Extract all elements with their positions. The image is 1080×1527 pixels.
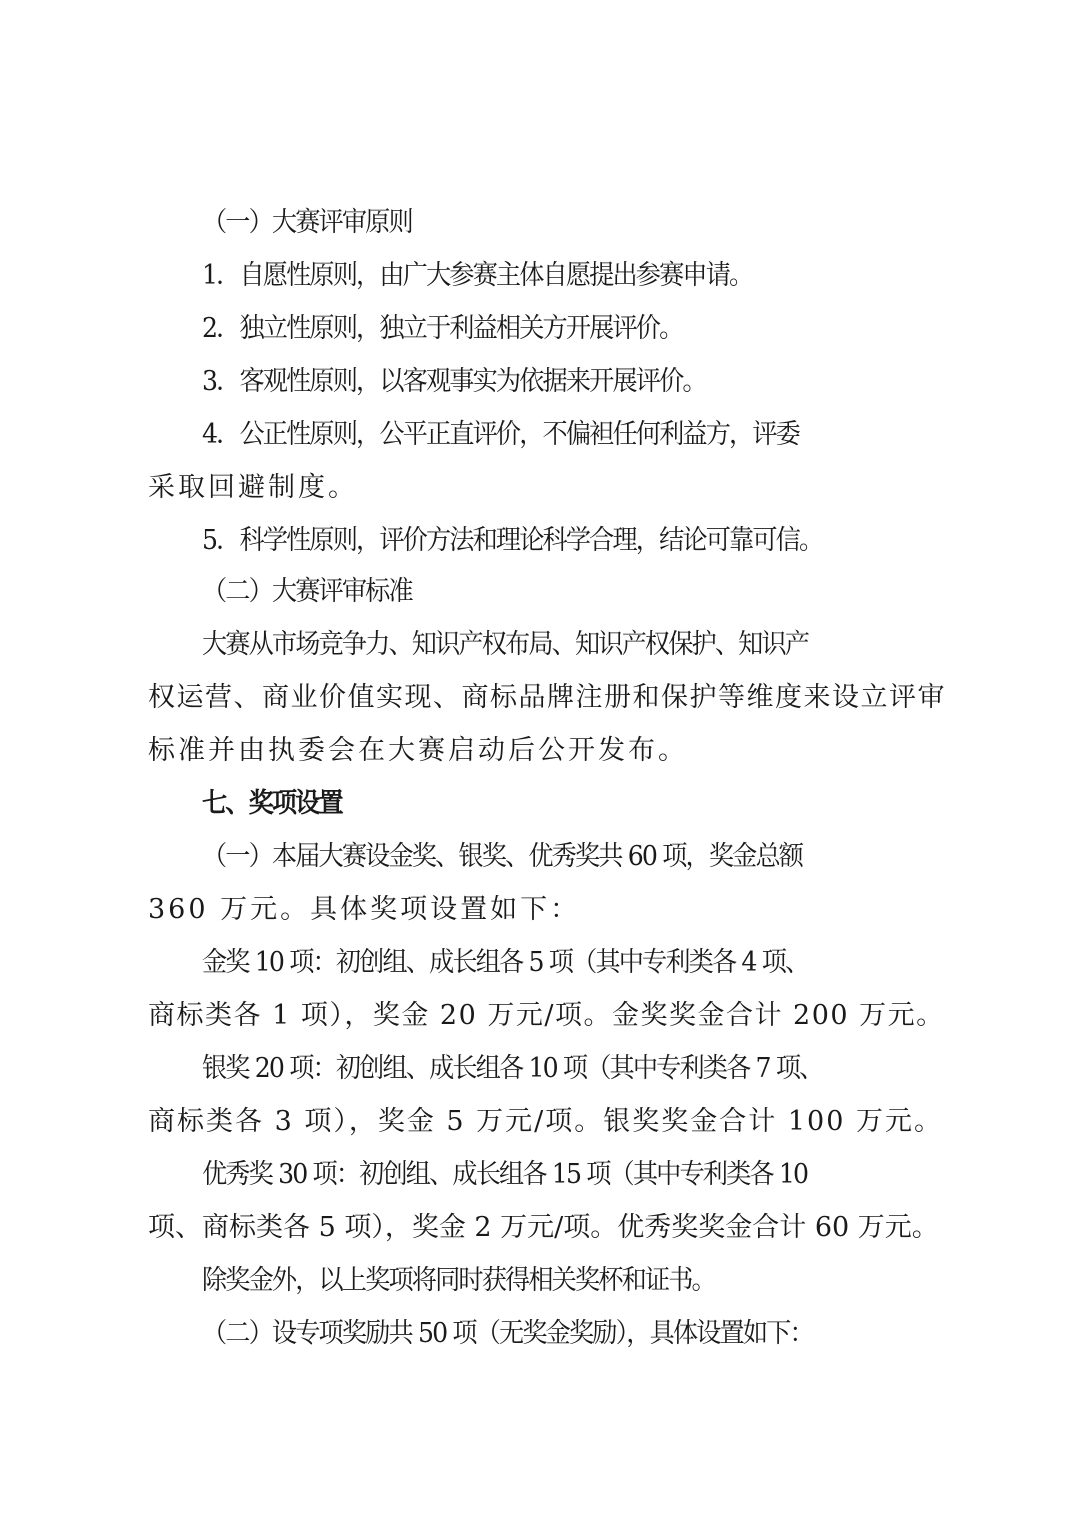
trophy-certificate-line: 除奖金外，以上奖项将同时获得相关奖杯和证书。 xyxy=(202,1265,715,1296)
gold-award-line-continued: 商标类各 1 项），奖金 20 万元/项。金奖奖金合计 200 万元。 xyxy=(148,1000,945,1031)
principle-item-2: 2．独立性原则，独立于利益相关方开展评价。 xyxy=(202,313,683,344)
silver-award-line-continued: 商标类各 3 项），奖金 5 万元/项。银奖奖金合计 100 万元。 xyxy=(148,1106,943,1137)
excellence-award-line: 优秀奖 30 项：初创组、成长组各 15 项（其中专利类各 10 xyxy=(202,1159,808,1190)
principle-item-3: 3．客观性原则，以客观事实为依据来开展评价。 xyxy=(202,366,706,397)
gold-award-line: 金奖 10 项：初创组、成长组各 5 项（其中专利类各 4 项、 xyxy=(202,947,809,978)
excellence-award-line-continued: 项、商标类各 5 项），奖金 2 万元/项。优秀奖奖金合计 60 万元。 xyxy=(148,1212,939,1243)
special-awards-line: （二）设专项奖励共 50 项（无奖金奖励），具体设置如下： xyxy=(202,1318,813,1349)
principle-item-4-continued: 采取回避制度。 xyxy=(148,472,358,503)
section-heading-awards: 七、奖项设置 xyxy=(202,788,342,819)
silver-award-line: 银奖 20 项：初创组、成长组各 10 项（其中专利类各 7 项、 xyxy=(202,1053,823,1084)
principle-item-5: 5．科学性原则，评价方法和理论科学合理，结论可靠可信。 xyxy=(202,525,823,556)
standards-paragraph-line: 标准并由执委会在大赛启动后公开发布。 xyxy=(148,735,688,766)
awards-paragraph-line: （一）本届大赛设金奖、银奖、优秀奖共 60 项，奖金总额 xyxy=(202,841,803,872)
section-heading-review-standards: （二）大赛评审标准 xyxy=(202,576,412,607)
principle-item-4: 4．公正性原则，公平正直评价，不偏袒任何利益方，评委 xyxy=(202,419,799,450)
standards-paragraph-line: 权运营、商业价值实现、商标品牌注册和保护等维度来设立评审 xyxy=(148,682,946,713)
awards-paragraph-line: 360 万元。具体奖项设置如下： xyxy=(148,894,581,925)
standards-paragraph-line: 大赛从市场竞争力、知识产权布局、知识产权保护、知识产 xyxy=(202,629,809,660)
section-heading-review-principles: （一）大赛评审原则 xyxy=(202,207,412,238)
principle-item-1: 1．自愿性原则，由广大参赛主体自愿提出参赛申请。 xyxy=(202,260,753,291)
